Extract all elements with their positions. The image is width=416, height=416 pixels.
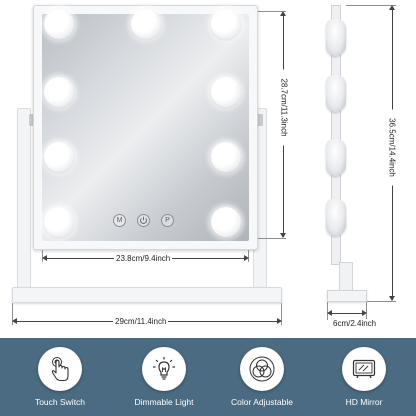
depth-label: 6cm/2.4inch (333, 319, 377, 328)
side-bulb-3 (326, 138, 346, 176)
arrowhead (280, 233, 286, 238)
color-circles-icon (248, 355, 276, 383)
mirror-width-label: 23.8cm/9.4inch (116, 254, 171, 263)
side-bulb-4 (326, 198, 346, 236)
feature-label: Touch Switch (34, 397, 86, 407)
feature-icon-circle (142, 347, 186, 391)
arrowhead (277, 318, 282, 324)
total-height-label: 36.5cm/14.4inch (388, 110, 397, 186)
touch-button-power[interactable] (137, 214, 150, 227)
bulb-top-right (211, 9, 241, 39)
bulb-right-3 (211, 142, 241, 172)
touch-button-p[interactable]: P (161, 214, 174, 227)
feature-bar (0, 338, 416, 416)
arrowhead (12, 318, 17, 324)
feature-icon-circle (342, 347, 386, 391)
depth-line (329, 313, 365, 314)
arrowhead (362, 310, 367, 316)
side-bulb-2 (326, 74, 346, 112)
bulb-right-4 (211, 207, 241, 237)
base-width-label: 29cm/11.4inch (115, 317, 167, 326)
feature-icon-circle (240, 347, 284, 391)
feature-color-adjustable (210, 338, 314, 416)
feature-label: Dimmable Light (134, 397, 194, 407)
stand-base (12, 287, 282, 303)
power-icon (138, 215, 149, 226)
arrowhead (389, 5, 395, 10)
side-view-base (327, 290, 367, 302)
light-bulb-icon (150, 355, 178, 383)
feature-hd-mirror (312, 338, 416, 416)
bulb-top-left (44, 9, 74, 39)
hd-mirror-icon (350, 355, 378, 383)
touch-hand-icon (46, 355, 74, 383)
extension-line (258, 238, 286, 239)
bulb-right-2 (211, 77, 241, 107)
feature-touch-switch (8, 338, 112, 416)
bulb-left-2 (44, 77, 74, 107)
stand-post-left (17, 108, 31, 290)
arrowhead (327, 310, 332, 316)
feature-dimmable-light (112, 338, 216, 416)
extension-line (367, 301, 396, 302)
arrowhead (280, 11, 286, 16)
bulb-top-center (131, 9, 161, 39)
mirror-height-label: 28.7cm/11.3inch (280, 70, 289, 146)
feature-icon-circle (38, 347, 82, 391)
arrowhead (244, 255, 249, 261)
side-bulb-1 (326, 18, 346, 56)
mirror-frame (33, 5, 258, 250)
arrowhead (389, 296, 395, 301)
bulb-left-3 (44, 142, 74, 172)
bulb-left-4 (44, 207, 74, 237)
touch-button-memory[interactable]: M (113, 214, 126, 227)
side-view-post (339, 262, 353, 292)
mirror-glass (42, 14, 249, 241)
feature-label: HD Mirror (345, 397, 383, 407)
feature-label: Color Adjustable (231, 397, 293, 407)
arrowhead (42, 255, 47, 261)
